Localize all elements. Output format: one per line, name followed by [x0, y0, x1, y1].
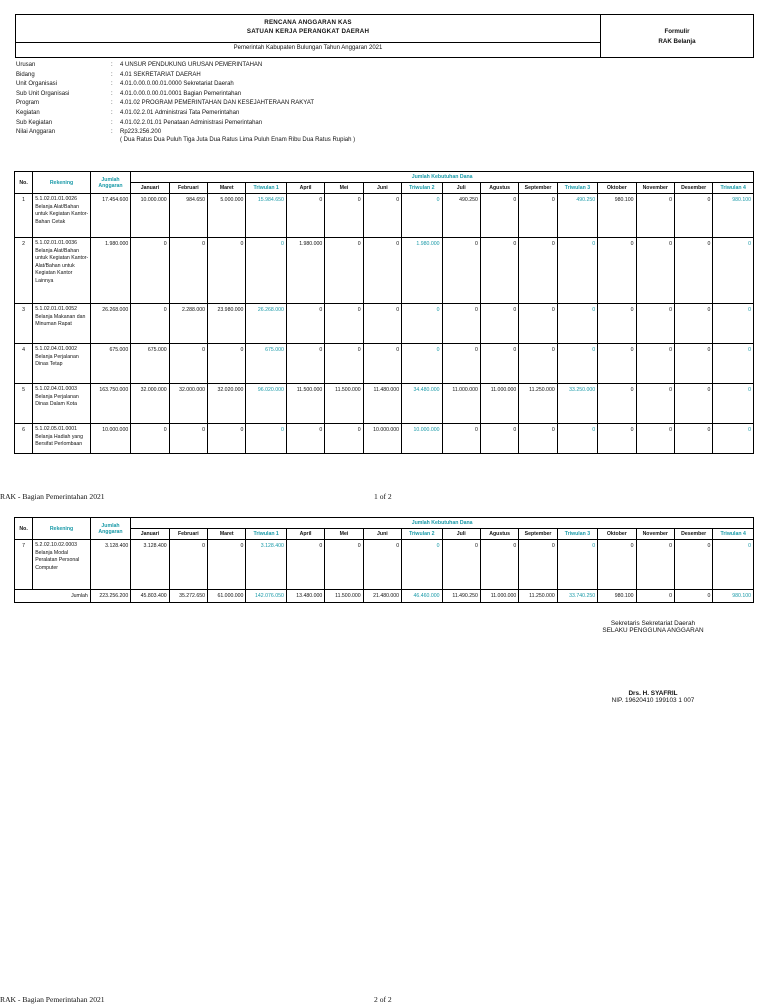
row-value: 0 — [363, 540, 401, 590]
row-value: 0 — [442, 344, 480, 384]
total-value: 142.076.050 — [246, 590, 286, 603]
month-header: Triwulan 2 — [402, 183, 442, 194]
col-kebutuhan-header: Jumlah Kebutuhan Dana — [131, 172, 754, 183]
row-number: 2 — [15, 238, 33, 304]
col-jumlah-header: Jumlah Anggaran — [90, 172, 130, 194]
table-row — [15, 540, 754, 590]
row-rekening: 5.1.02.01.01.0036 Belanja Alat/Bahan untuk Kegiatan Kantor-Alat/Bahan untuk Kegiatan Kantor Lainnya — [33, 238, 91, 304]
row-value: 0 — [363, 238, 401, 304]
page-number-1: 1 of 2 — [374, 492, 392, 501]
row-value: 984.650 — [169, 194, 207, 238]
row-value: 0 — [519, 540, 557, 590]
row-value: 15.984.650 — [246, 194, 286, 238]
table-body — [15, 194, 754, 454]
row-value: 0 — [636, 540, 674, 590]
signature-block — [578, 620, 728, 634]
row-value: 0 — [674, 384, 712, 424]
row-value: 0 — [674, 238, 712, 304]
row-value: 675.000 — [131, 344, 169, 384]
total-value: 46.460.000 — [402, 590, 442, 603]
row-jumlah: 1.980.000 — [90, 238, 130, 304]
row-value: 34.480.000 — [402, 384, 442, 424]
row-value: 0 — [636, 304, 674, 344]
info-colon: : — [111, 62, 113, 68]
row-value: 0 — [246, 424, 286, 454]
row-value: 32.020.000 — [208, 384, 246, 424]
row-number: 1 — [15, 194, 33, 238]
row-value: 0 — [480, 194, 518, 238]
table-row — [15, 344, 754, 384]
info-colon: : — [111, 90, 113, 97]
row-value: 0 — [442, 424, 480, 454]
month-header: Agustus — [480, 529, 518, 540]
info-colon: : — [111, 100, 113, 107]
row-value: 0 — [402, 540, 442, 590]
month-header: Mei — [325, 183, 363, 194]
table-row — [15, 194, 754, 238]
row-value: 10.000.000 — [363, 424, 401, 454]
info-colon: : — [111, 119, 113, 126]
row-value: 0 — [519, 194, 557, 238]
signatory-nip: NIP. 19620410 199103 1 007 — [611, 697, 695, 704]
row-value: 0 — [674, 344, 712, 384]
row-value: 0 — [598, 238, 636, 304]
row-value: 26.268.000 — [246, 304, 286, 344]
month-header: Maret — [208, 529, 246, 540]
row-rekening: 5.2.02.10.02.0003 Belanja Modal Peralatan Personal Computer — [33, 540, 91, 590]
row-value: 10.000.000 — [131, 194, 169, 238]
row-value: 2.288.000 — [169, 304, 207, 344]
info-value: Rp223.256.200 — [120, 129, 162, 136]
month-header: November — [636, 529, 674, 540]
row-value: 0 — [557, 238, 597, 304]
info-label: Program — [16, 100, 40, 107]
report-title-unit: SATUAN KERJA PERANGKAT DAERAH — [246, 28, 370, 35]
header-title-block — [16, 15, 601, 57]
month-header: Triwulan 4 — [713, 183, 754, 194]
row-value: 11.500.000 — [325, 384, 363, 424]
row-value: 0 — [325, 304, 363, 344]
month-header: April — [286, 183, 324, 194]
month-header: Triwulan 3 — [557, 183, 597, 194]
row-value: 0 — [674, 424, 712, 454]
row-value: 0 — [480, 424, 518, 454]
col-jumlah-header: Jumlah Anggaran — [90, 518, 130, 540]
row-rekening: 5.1.02.05.01.0001 Belanja Hadiah yang Bersifat Perlombaan — [33, 424, 91, 454]
row-value: 23.980.000 — [208, 304, 246, 344]
month-header: Triwulan 1 — [246, 529, 286, 540]
row-number: 3 — [15, 304, 33, 344]
info-label: Urusan — [16, 62, 36, 68]
row-value: 0 — [286, 194, 324, 238]
row-value: 0 — [636, 238, 674, 304]
total-value: 980.100 — [713, 590, 754, 603]
month-header: Juli — [442, 183, 480, 194]
table-header — [15, 172, 754, 194]
total-value: 0 — [636, 590, 674, 603]
row-value: 1.980.000 — [286, 238, 324, 304]
row-value: 0 — [519, 424, 557, 454]
row-value: 0 — [363, 304, 401, 344]
row-value: 11.250.000 — [519, 384, 557, 424]
info-label: Sub Unit Organisasi — [16, 90, 70, 97]
row-number: 6 — [15, 424, 33, 454]
row-value: 0 — [246, 238, 286, 304]
info-label: Bidang — [16, 71, 35, 78]
row-value: 0 — [598, 304, 636, 344]
row-value: 490.250 — [557, 194, 597, 238]
row-value: 0 — [636, 194, 674, 238]
month-header: September — [519, 183, 557, 194]
month-header: November — [636, 183, 674, 194]
month-header: Triwulan 4 — [713, 529, 754, 540]
row-value: 0 — [169, 424, 207, 454]
row-value: 11.480.000 — [363, 384, 401, 424]
info-value: 4.01.0.00.0.00.01.0001 Bagian Pemerintahan — [120, 90, 242, 97]
info-label: Unit Organisasi — [16, 81, 58, 88]
month-header: Februari — [169, 183, 207, 194]
footer-left-page-1: RAK - Bagian Pemerintahan 2021 — [0, 492, 105, 501]
month-header: Juni — [363, 529, 401, 540]
row-value: 33.250.000 — [557, 384, 597, 424]
row-value: 96.020.000 — [246, 384, 286, 424]
info-colon: : — [111, 109, 113, 116]
total-value: 35.272.650 — [169, 590, 207, 603]
row-value: 0 — [131, 238, 169, 304]
row-value: 0 — [519, 304, 557, 344]
info-value: 4.01.02.2.01.01 Penataan Administrasi Pemerintahan — [120, 119, 263, 126]
total-label: Jumlah — [15, 590, 91, 603]
row-number: 4 — [15, 344, 33, 384]
row-value: 0 — [363, 344, 401, 384]
col-rekening-header: Rekening — [33, 518, 91, 540]
total-value: 11.490.250 — [442, 590, 480, 603]
row-value: 0 — [286, 344, 324, 384]
row-value: 0 — [286, 540, 324, 590]
table-row — [15, 238, 754, 304]
info-value: 4.01 SEKRETARIAT DAERAH — [120, 71, 201, 78]
table-header — [15, 518, 754, 540]
form-name: RAK Belanja — [658, 38, 696, 45]
rak-table-page-1 — [14, 171, 754, 454]
row-value: 11.500.000 — [286, 384, 324, 424]
row-value: 32.000.000 — [169, 384, 207, 424]
table-row — [15, 384, 754, 424]
report-title: RENCANA ANGGARAN KAS — [264, 19, 352, 26]
row-value: 980.100 — [713, 194, 754, 238]
row-value: 980.100 — [598, 194, 636, 238]
row-value: 490.250 — [442, 194, 480, 238]
month-header: Januari — [131, 183, 169, 194]
row-value: 0 — [519, 238, 557, 304]
row-value: 0 — [636, 384, 674, 424]
total-value: 980.100 — [598, 590, 636, 603]
signature-role: SELAKU PENGGUNA ANGGARAN — [602, 627, 704, 634]
month-header: Oktober — [598, 183, 636, 194]
row-value: 0 — [325, 424, 363, 454]
row-value: 3.128.400 — [246, 540, 286, 590]
row-rekening: 5.1.02.01.01.0052 Belanja Makanan dan Minuman Rapat — [33, 304, 91, 344]
total-value: 11.000.000 — [480, 590, 518, 603]
total-value: 45.803.400 — [131, 590, 169, 603]
row-jumlah: 26.268.000 — [90, 304, 130, 344]
row-value: 0 — [442, 304, 480, 344]
month-header: Triwulan 2 — [402, 529, 442, 540]
col-no-header: No. — [15, 172, 33, 194]
month-header: Juni — [363, 183, 401, 194]
month-header: Desember — [674, 529, 712, 540]
month-header: Triwulan 3 — [557, 529, 597, 540]
page-number-2: 2 of 2 — [374, 995, 392, 1004]
row-value: 0 — [169, 540, 207, 590]
row-value: 5.000.000 — [208, 194, 246, 238]
row-value: 0 — [636, 344, 674, 384]
info-label: Sub Kegiatan — [16, 119, 53, 126]
total-value: 33.740.250 — [557, 590, 597, 603]
row-value: 11.000.000 — [442, 384, 480, 424]
row-value: 0 — [713, 384, 754, 424]
row-value: 0 — [598, 540, 636, 590]
signature-position: Sekretaris Sekretariat Daerah — [610, 620, 696, 627]
row-value: 0 — [480, 344, 518, 384]
month-header: Februari — [169, 529, 207, 540]
info-value-words: ( Dua Ratus Dua Puluh Tiga Juta Dua Ratus Lima Puluh Enam Ribu Dua Ratus Rupiah ) — [120, 137, 356, 144]
row-jumlah: 163.750.000 — [90, 384, 130, 424]
row-rekening: 5.1.02.04.01.0002 Belanja Perjalanan Dinas Tetap — [33, 344, 91, 384]
row-value: 0 — [208, 540, 246, 590]
table-row — [15, 424, 754, 454]
row-value: 0 — [557, 424, 597, 454]
row-value: 0 — [131, 424, 169, 454]
row-value: 0 — [713, 424, 754, 454]
info-value: 4.01.02.2.01 Administrasi Tata Pemerintahan — [120, 109, 240, 116]
total-value: 13.480.000 — [286, 590, 324, 603]
month-header: September — [519, 529, 557, 540]
row-jumlah: 10.000.000 — [90, 424, 130, 454]
total-value: 61.000.000 — [208, 590, 246, 603]
report-subtitle: Pemerintah Kabupaten Bulungan Tahun Anggaran 2021 — [233, 45, 383, 51]
row-value: 0 — [713, 344, 754, 384]
row-value: 0 — [557, 304, 597, 344]
row-value: 0 — [325, 344, 363, 384]
row-value: 0 — [674, 540, 712, 590]
info-colon: : — [111, 129, 113, 136]
footer-left-page-2: RAK - Bagian Pemerintahan 2021 — [0, 995, 105, 1004]
month-header: Desember — [674, 183, 712, 194]
info-value: 4 UNSUR PENDUKUNG URUSAN PEMERINTAHAN — [120, 62, 263, 68]
month-header: Juli — [442, 529, 480, 540]
signatory-block — [578, 690, 728, 704]
row-value: 0 — [480, 540, 518, 590]
row-value: 0 — [674, 304, 712, 344]
total-value: 0 — [674, 590, 712, 603]
row-number: 7 — [15, 540, 33, 590]
row-value: 0 — [131, 304, 169, 344]
row-number: 5 — [15, 384, 33, 424]
form-label: Formulir — [664, 28, 690, 35]
col-rekening-header: Rekening — [33, 172, 91, 194]
header-row — [15, 172, 754, 183]
row-value: 1.980.000 — [402, 238, 442, 304]
row-value: 3.128.400 — [131, 540, 169, 590]
month-header: Agustus — [480, 183, 518, 194]
table-body — [15, 540, 754, 603]
month-header: Maret — [208, 183, 246, 194]
row-value: 0 — [519, 344, 557, 384]
info-colon: : — [111, 71, 113, 78]
row-value: 0 — [480, 238, 518, 304]
row-rekening: 5.1.02.04.01.0003 Belanja Perjalanan Dinas Dalam Kota — [33, 384, 91, 424]
info-colon: : — [111, 81, 113, 88]
row-value: 0 — [598, 384, 636, 424]
row-value: 0 — [636, 424, 674, 454]
info-value: 4.01.02 PROGRAM PEMERINTAHAN DAN KESEJAHTERAAN RAKYAT — [120, 100, 315, 107]
row-value: 0 — [363, 194, 401, 238]
row-value: 0 — [286, 424, 324, 454]
col-kebutuhan-header: Jumlah Kebutuhan Dana — [131, 518, 754, 529]
row-value: 11.000.000 — [480, 384, 518, 424]
total-row — [15, 590, 754, 603]
row-value: 0 — [208, 424, 246, 454]
row-value: 0 — [325, 194, 363, 238]
row-value: 0 — [557, 540, 597, 590]
col-no-header: No. — [15, 518, 33, 540]
month-header: April — [286, 529, 324, 540]
row-value: 0 — [169, 344, 207, 384]
header-form-block — [601, 15, 753, 57]
row-value: 0 — [169, 238, 207, 304]
row-value: 0 — [713, 238, 754, 304]
row-value: 0 — [208, 238, 246, 304]
row-value: 0 — [208, 344, 246, 384]
header-row — [15, 518, 754, 529]
month-header: Mei — [325, 529, 363, 540]
row-value: 0 — [402, 304, 442, 344]
row-jumlah: 17.454.600 — [90, 194, 130, 238]
signatory-name: Drs. H. SYAFRIL — [628, 690, 678, 697]
row-value: 0 — [402, 194, 442, 238]
report-header — [15, 14, 754, 58]
month-header: Triwulan 1 — [246, 183, 286, 194]
row-rekening: 5.1.02.01.01.0026 Belanja Alat/Bahan untuk Kegiatan Kantor-Bahan Cetak — [33, 194, 91, 238]
row-value: 0 — [598, 424, 636, 454]
total-jumlah: 223.256.200 — [90, 590, 130, 603]
row-value: 32.000.000 — [131, 384, 169, 424]
row-value: 0 — [598, 344, 636, 384]
rak-table-page-2 — [14, 517, 754, 603]
row-value: 675.000 — [246, 344, 286, 384]
row-value: 0 — [442, 238, 480, 304]
row-value: 0 — [480, 304, 518, 344]
row-jumlah: 675.000 — [90, 344, 130, 384]
table-row — [15, 304, 754, 344]
info-label: Kegiatan — [16, 109, 40, 116]
total-value: 11.250.000 — [519, 590, 557, 603]
row-value: 0 — [325, 540, 363, 590]
row-value: 0 — [286, 304, 324, 344]
row-value: 0 — [713, 540, 754, 590]
row-value: 0 — [713, 304, 754, 344]
row-jumlah: 3.128.400 — [90, 540, 130, 590]
info-value: 4.01.0.00.0.00.01.0000 Sekretariat Daerah — [120, 81, 234, 88]
total-value: 11.500.000 — [325, 590, 363, 603]
month-header: Januari — [131, 529, 169, 540]
row-value: 0 — [442, 540, 480, 590]
header-divider — [16, 42, 600, 43]
row-value: 0 — [674, 194, 712, 238]
month-header: Oktober — [598, 529, 636, 540]
info-label: Nilai Anggaran — [16, 129, 56, 136]
row-value: 0 — [557, 344, 597, 384]
row-value: 10.000.000 — [402, 424, 442, 454]
total-value: 21.480.000 — [363, 590, 401, 603]
row-value: 0 — [402, 344, 442, 384]
row-value: 0 — [325, 238, 363, 304]
